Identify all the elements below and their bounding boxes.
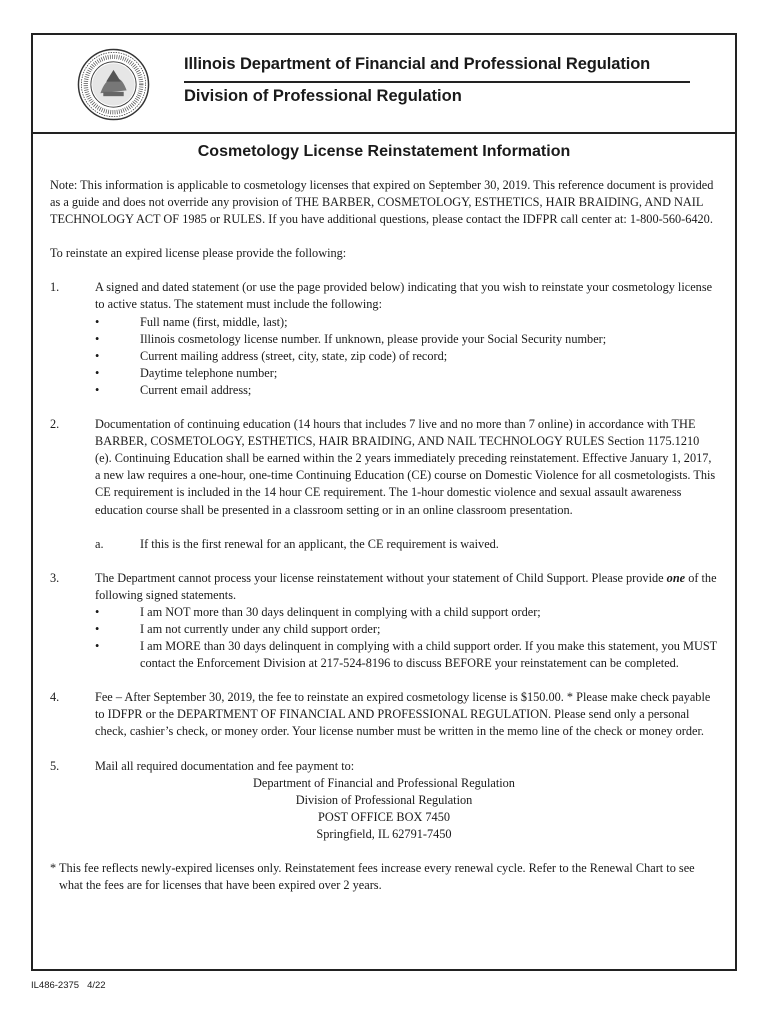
bullet-item: • I am MORE than 30 days delinquent in complying with a child support order. If you make this statement, you MUST contact the Enforcement Division at 217-524-8196 to discuss BEFORE your reinstatement can be completed. bbox=[95, 639, 717, 671]
bullet-item: • I am not currently under any child support order; bbox=[95, 621, 381, 636]
bullet-item: • Daytime telephone number; bbox=[95, 365, 278, 380]
item-text: A signed and dated statement (or use the page provided below) indicating that you wish to reinstate your cosmetology license to active status. The statement must include the following: bbox=[95, 280, 713, 312]
item-text: Mail all required documentation and fee payment to: bbox=[95, 758, 355, 773]
item-text: Fee – After September 30, 2019, the fee to reinstate an expired cosmetology license is $150.00. * Please make check payable to IDFPR or the DEPARTMENT OF FINANCIAL AND PROFESSIONAL REGULATION. Please send only a personal check, cashier’s check, or money order. Your license number must be written in the memo line of the check or money order. bbox=[95, 690, 711, 739]
document-title: Cosmetology License Reinstatement Information bbox=[197, 143, 571, 160]
list-item-3: 3. The Department cannot process your license reinstatement without your statement of Child Support. Please provide one of the following signed statements. bbox=[50, 570, 717, 602]
address-line: Division of Professional Regulation bbox=[295, 792, 473, 807]
item-1-bullets bbox=[95, 314, 718, 399]
sub-item-number: a. bbox=[95, 536, 104, 551]
department-title: Illinois Department of Financial and Professional Regulation bbox=[184, 55, 651, 73]
item-3-bullets bbox=[95, 604, 718, 672]
address-line: Springfield, IL 62791-7450 bbox=[316, 826, 452, 841]
header bbox=[33, 35, 735, 134]
sub-item-a bbox=[95, 536, 718, 553]
title-rule bbox=[184, 81, 690, 83]
bullet-item: • Current email address; bbox=[95, 382, 252, 397]
mailing-address bbox=[50, 775, 718, 843]
list-item-5 bbox=[50, 758, 718, 775]
list-item-4 bbox=[50, 689, 718, 740]
list-item-1 bbox=[50, 279, 718, 313]
item-number: 5. bbox=[50, 758, 60, 773]
item-text: The Department cannot process your license reinstatement without your statement of Child Support. Please provide bbox=[95, 570, 667, 585]
note-paragraph: Note: This information is applicable to cosmetology licenses that expired on September 30, 2019. This reference document is provided as a guide and does not override any provision of THE BARBER, COSMETOLOGY, ESTHETICS, HAIR BRAIDING, AND NAIL TECHNOLOGY ACT OF 1985 or RULES. If you have additional questions, please contact the IDFPR call center at: 1-800-560-6420. bbox=[50, 178, 714, 227]
bullet-item: • Full name (first, middle, last); bbox=[95, 314, 288, 329]
bullet-item: • Current mailing address (street, city, state, zip code) of record; bbox=[95, 348, 448, 363]
fee-footnote: * This fee reflects newly-expired licenses only. Reinstatement fees increase every renewal cycle. Refer to the Renewal Chart to see what the fees are for licenses that have been expired over 2 years. bbox=[50, 861, 695, 893]
emphasis-text: one bbox=[666, 570, 686, 585]
item-number: 4. bbox=[50, 690, 60, 705]
state-seal-icon bbox=[77, 48, 150, 121]
sub-item-text: If this is the first renewal for an applicant, the CE requirement is waived. bbox=[140, 536, 499, 551]
item-number: 1. bbox=[50, 280, 60, 295]
document-frame bbox=[31, 33, 737, 971]
document-body bbox=[50, 177, 718, 894]
item-number: 2. bbox=[50, 417, 60, 432]
address-line: POST OFFICE BOX 7450 bbox=[318, 809, 450, 824]
item-text: Documentation of continuing education (14 hours that includes 7 live and no more than 7 online) in accordance with THE BARBER, COSMETOLOGY, ESTHETICS, HAIR BRAIDING, AND NAIL TECHNOLOGY RULES Section 1175.1210 (e). Continuing Education shall be earned within the 2 years immediately preceding reinstatement. Effective January 1, 2017, a new law requires a one-hour, one-time Continuing Education (CE) course on Domestic Violence for all cosmetologists. This CE requirement is included in the 14 hour CE requirement. The 1-hour domestic violence and sexual assault awareness education course shall be presented in a classroom setting or in an online classroom presentation. bbox=[95, 417, 716, 517]
intro-paragraph: To reinstate an expired license please provide the following: bbox=[50, 246, 347, 261]
bullet-item: • I am NOT more than 30 days delinquent in complying with a child support order; bbox=[95, 604, 541, 619]
form-date: 4/22 bbox=[87, 980, 106, 991]
form-number: IL486-2375 bbox=[31, 980, 80, 991]
item-number: 3. bbox=[50, 570, 60, 585]
address-line: Department of Financial and Professional Regulation bbox=[253, 775, 515, 790]
list-item-2 bbox=[50, 416, 718, 519]
form-identifier bbox=[31, 980, 114, 991]
bullet-item: • Illinois cosmetology license number. If unknown, please provide your Social Security number; bbox=[95, 331, 607, 346]
division-title: Division of Professional Regulation bbox=[184, 87, 462, 105]
